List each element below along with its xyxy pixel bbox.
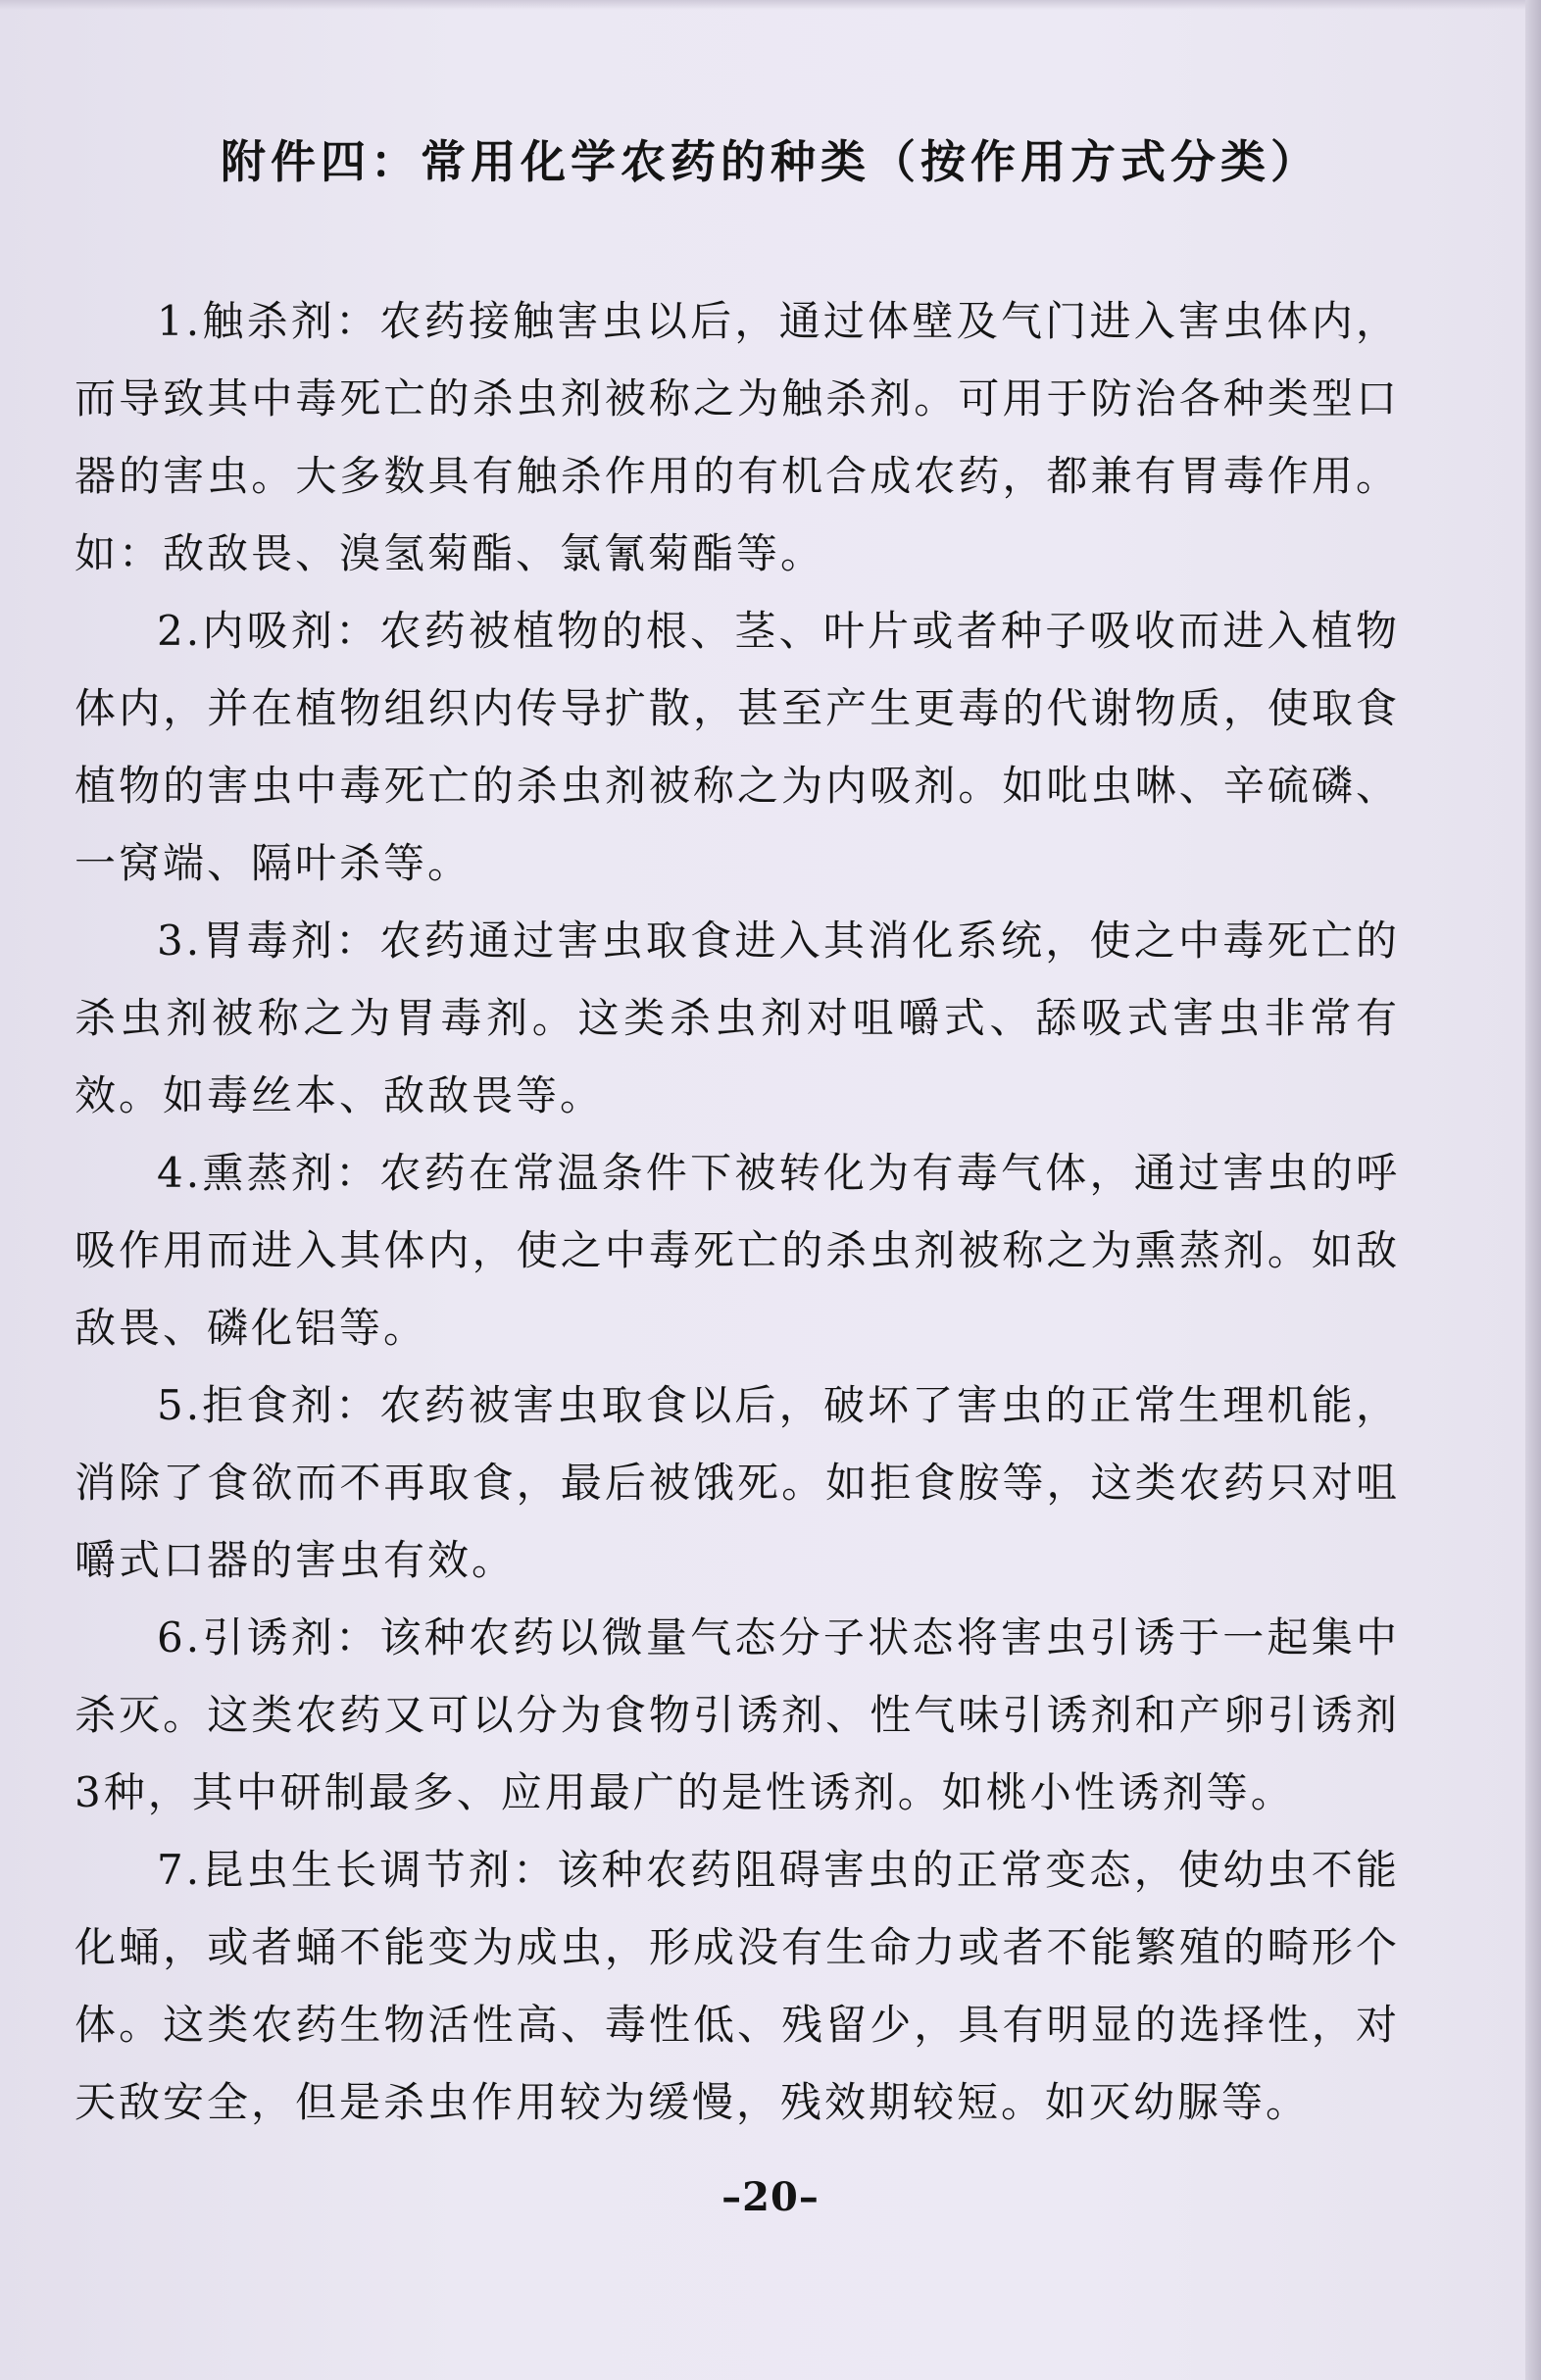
page-number: –20– bbox=[721, 2174, 820, 2220]
paragraph-attractant: 6.引诱剂：该种农药以微量气态分子状态将害虫引诱于一起集中杀灭。这类农药又可以分为食物引诱剂、性气味引诱剂和产卵引诱剂3种，其中研制最多、应用最广的是性诱剂。如桃小性诱剂等。 bbox=[75, 1613, 1400, 1816]
body-text bbox=[75, 282, 1400, 2141]
page-right-edge bbox=[1525, 0, 1541, 2380]
page-title: 附件四：常用化学农药的种类（按作用方式分类） bbox=[221, 135, 1320, 188]
paragraph-antifeedant: 5.拒食剂：农药被害虫取食以后，破坏了害虫的正常生理机能，消除了食欲而不再取食，最后被饿死。如拒食胺等，这类农药只对咀嚼式口器的害虫有效。 bbox=[75, 1381, 1400, 1584]
paragraph-fumigant: 4.熏蒸剂：农药在常温条件下被转化为有毒气体，通过害虫的呼吸作用而进入其体内，使之中毒死亡的杀虫剂被称之为熏蒸剂。如敌敌畏、磷化铝等。 bbox=[75, 1149, 1400, 1352]
paragraph-systemic-insecticide: 2.内吸剂：农药被植物的根、茎、叶片或者种子吸收而进入植物体内，并在植物组织内传导扩散，甚至产生更毒的代谢物质，使取食植物的害虫中毒死亡的杀虫剂被称之为内吸剂。如吡虫啉、辛硫磷、一窝端、隔叶杀等。 bbox=[75, 607, 1400, 887]
paragraph-contact-insecticide: 1.触杀剂：农药接触害虫以后，通过体壁及气门进入害虫体内，而导致其中毒死亡的杀虫剂被称之为触杀剂。可用于防治各种类型口器的害虫。大多数具有触杀作用的有机合成农药，都兼有胃毒作用。如：敌敌畏、溴氢菊酯、氯氰菊酯等。 bbox=[75, 297, 1400, 577]
paragraph-stomach-poison: 3.胃毒剂：农药通过害虫取食进入其消化系统，使之中毒死亡的杀虫剂被称之为胃毒剂。这类杀虫剂对咀嚼式、舔吸式害虫非常有效。如毒丝本、敌敌畏等。 bbox=[75, 917, 1400, 1119]
paragraph-growth-regulator: 7.昆虫生长调节剂：该种农药阻碍害虫的正常变态，使幼虫不能化蛹，或者蛹不能变为成虫，形成没有生命力或者不能繁殖的畸形个体。这类农药生物活性高、毒性低、残留少，具有明显的选择性，对天敌安全，但是杀虫作用较为缓慢，残效期较短。如灭幼脲等。 bbox=[75, 1846, 1400, 2126]
page-top-shadow bbox=[0, 0, 1541, 10]
